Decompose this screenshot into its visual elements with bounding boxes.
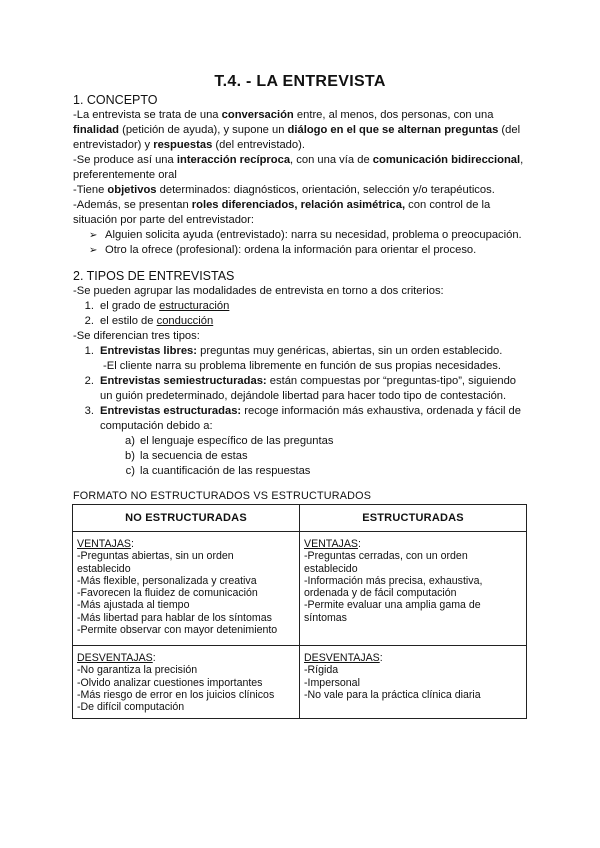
cell-line: -Permite evaluar una amplia gama de <box>304 599 481 612</box>
reason-item: a) el lenguaje específico de las preguntas <box>125 435 334 447</box>
cell-line: -Más libertad para hablar de los síntomas <box>77 611 272 624</box>
table-row-ventajas <box>73 532 527 646</box>
paragraph-cont: entrevistador) y respuestas (del entrevistado). <box>73 139 305 151</box>
cell-label: VENTAJAS: <box>304 538 361 550</box>
cell-line: establecido <box>77 562 131 575</box>
arrow-bullet-icon: ➢ <box>89 245 98 256</box>
criteria-item: 1. el grado de estructuración <box>84 300 230 312</box>
reason-item: c) la cuantificación de las respuestas <box>125 465 311 477</box>
paragraph-cont: finalidad (petición de ayuda), y supone un diálogo en el que se alternan preguntas (del <box>73 124 521 136</box>
reason-item: b) la secuencia de estas <box>125 450 248 462</box>
paragraph: -Tiene objetivos determinados: diagnósticos, orientación, selección y/o terapéuticos. <box>73 184 495 196</box>
arrow-bullet-icon: ➢ <box>89 230 98 241</box>
cell-line: -Información más precisa, exhaustiva, <box>304 574 483 587</box>
cell-line: -Preguntas cerradas, con un orden <box>304 550 468 563</box>
cell-desventajas-no-estructuradas <box>73 646 300 719</box>
section-heading-concepto: 1. CONCEPTO <box>73 93 158 107</box>
paragraph: -Además, se presentan roles diferenciados, relación asimétrica, con control de la <box>73 199 491 211</box>
column-header-no-estructuradas: NO ESTRUCTURADAS <box>73 505 300 532</box>
paragraph: -Se diferencian tres tipos: <box>73 330 200 342</box>
cell-line: -Más ajustada al tiempo <box>77 599 190 612</box>
cell-desventajas-estructuradas <box>300 646 527 719</box>
cell-label: DESVENTAJAS: <box>304 652 383 664</box>
cell-label: DESVENTAJAS: <box>77 652 156 664</box>
cell-line: -Olvido analizar cuestiones importantes <box>77 676 263 689</box>
cell-line: establecido <box>304 562 358 575</box>
cell-line: -No garantiza la precisión <box>77 664 198 677</box>
cell-line: -Permite observar con mayor detenimiento <box>77 624 278 637</box>
paragraph: -La entrevista se trata de una conversación entre, al menos, dos personas, con una <box>73 109 494 121</box>
cell-ventajas-estructuradas <box>300 532 527 646</box>
column-header-estructuradas: ESTRUCTURADAS <box>300 505 527 532</box>
document-title: T.4. - LA ENTREVISTA <box>214 73 386 90</box>
cell-line: -Preguntas abiertas, sin un orden <box>77 550 234 563</box>
cell-line: -Más flexible, personalizada y creativa <box>77 574 257 587</box>
section-heading-tipos: 2. TIPOS DE ENTREVISTAS <box>73 269 235 283</box>
paragraph-cont: preferentemente oral <box>73 169 177 181</box>
section-tipos <box>73 268 533 479</box>
paragraph: -Se produce así una interacción recíproca, con una vía de comunicación bidireccional, <box>73 154 524 166</box>
cell-line: síntomas <box>304 611 347 624</box>
section-concepto <box>73 92 533 258</box>
cell-line: ordenada y de fácil computación <box>304 587 457 600</box>
table-row-desventajas <box>73 646 527 719</box>
type-item: 2. Entrevistas semiestructuradas: están compuestas por “preguntas-tipo”, siguiendo <box>84 375 517 387</box>
cell-line: -Más riesgo de error en los juicios clínicos <box>77 688 275 701</box>
type-item: 1. Entrevistas libres: preguntas muy genéricas, abiertas, sin un orden establecido. <box>84 345 503 357</box>
cell-line: -Impersonal <box>304 676 360 689</box>
paragraph-cont: situación por parte del entrevistador: <box>73 214 254 226</box>
type-item-cont: computación debido a: <box>100 420 213 432</box>
cell-line: -De difícil computación <box>77 701 185 714</box>
cell-label: VENTAJAS: <box>77 538 134 550</box>
cell-ventajas-no-estructuradas <box>73 532 300 646</box>
cell-line: -Favorecen la fluidez de comunicación <box>77 587 258 600</box>
table-caption: FORMATO NO ESTRUCTURADOS VS ESTRUCTURADOS <box>73 490 372 502</box>
bullet-item: ➢ Alguien solicita ayuda (entrevistado): narra su necesidad, problema o preocupación. <box>89 229 522 241</box>
paragraph: -Se pueden agrupar las modalidades de entrevista en torno a dos criterios: <box>73 285 444 297</box>
cell-line: -No vale para la práctica clínica diaria <box>304 688 481 701</box>
type-item: 3. Entrevistas estructuradas: recoge información más exhaustiva, ordenada y fácil de <box>84 405 521 417</box>
type-item-cont: -El cliente narra su problema libremente en función de sus propias necesidades. <box>103 360 502 372</box>
criteria-item: 2. el estilo de conducción <box>84 315 214 327</box>
comparison-table <box>72 504 527 719</box>
cell-line: -Rígida <box>304 664 339 677</box>
bullet-item: ➢ Otro la ofrece (profesional): ordena la información para orientar el proceso. <box>89 244 477 256</box>
table-header-row <box>73 505 527 532</box>
type-item-cont: un guión predeterminado, dejándole libertad para hacer todo tipo de contestación. <box>100 390 507 402</box>
